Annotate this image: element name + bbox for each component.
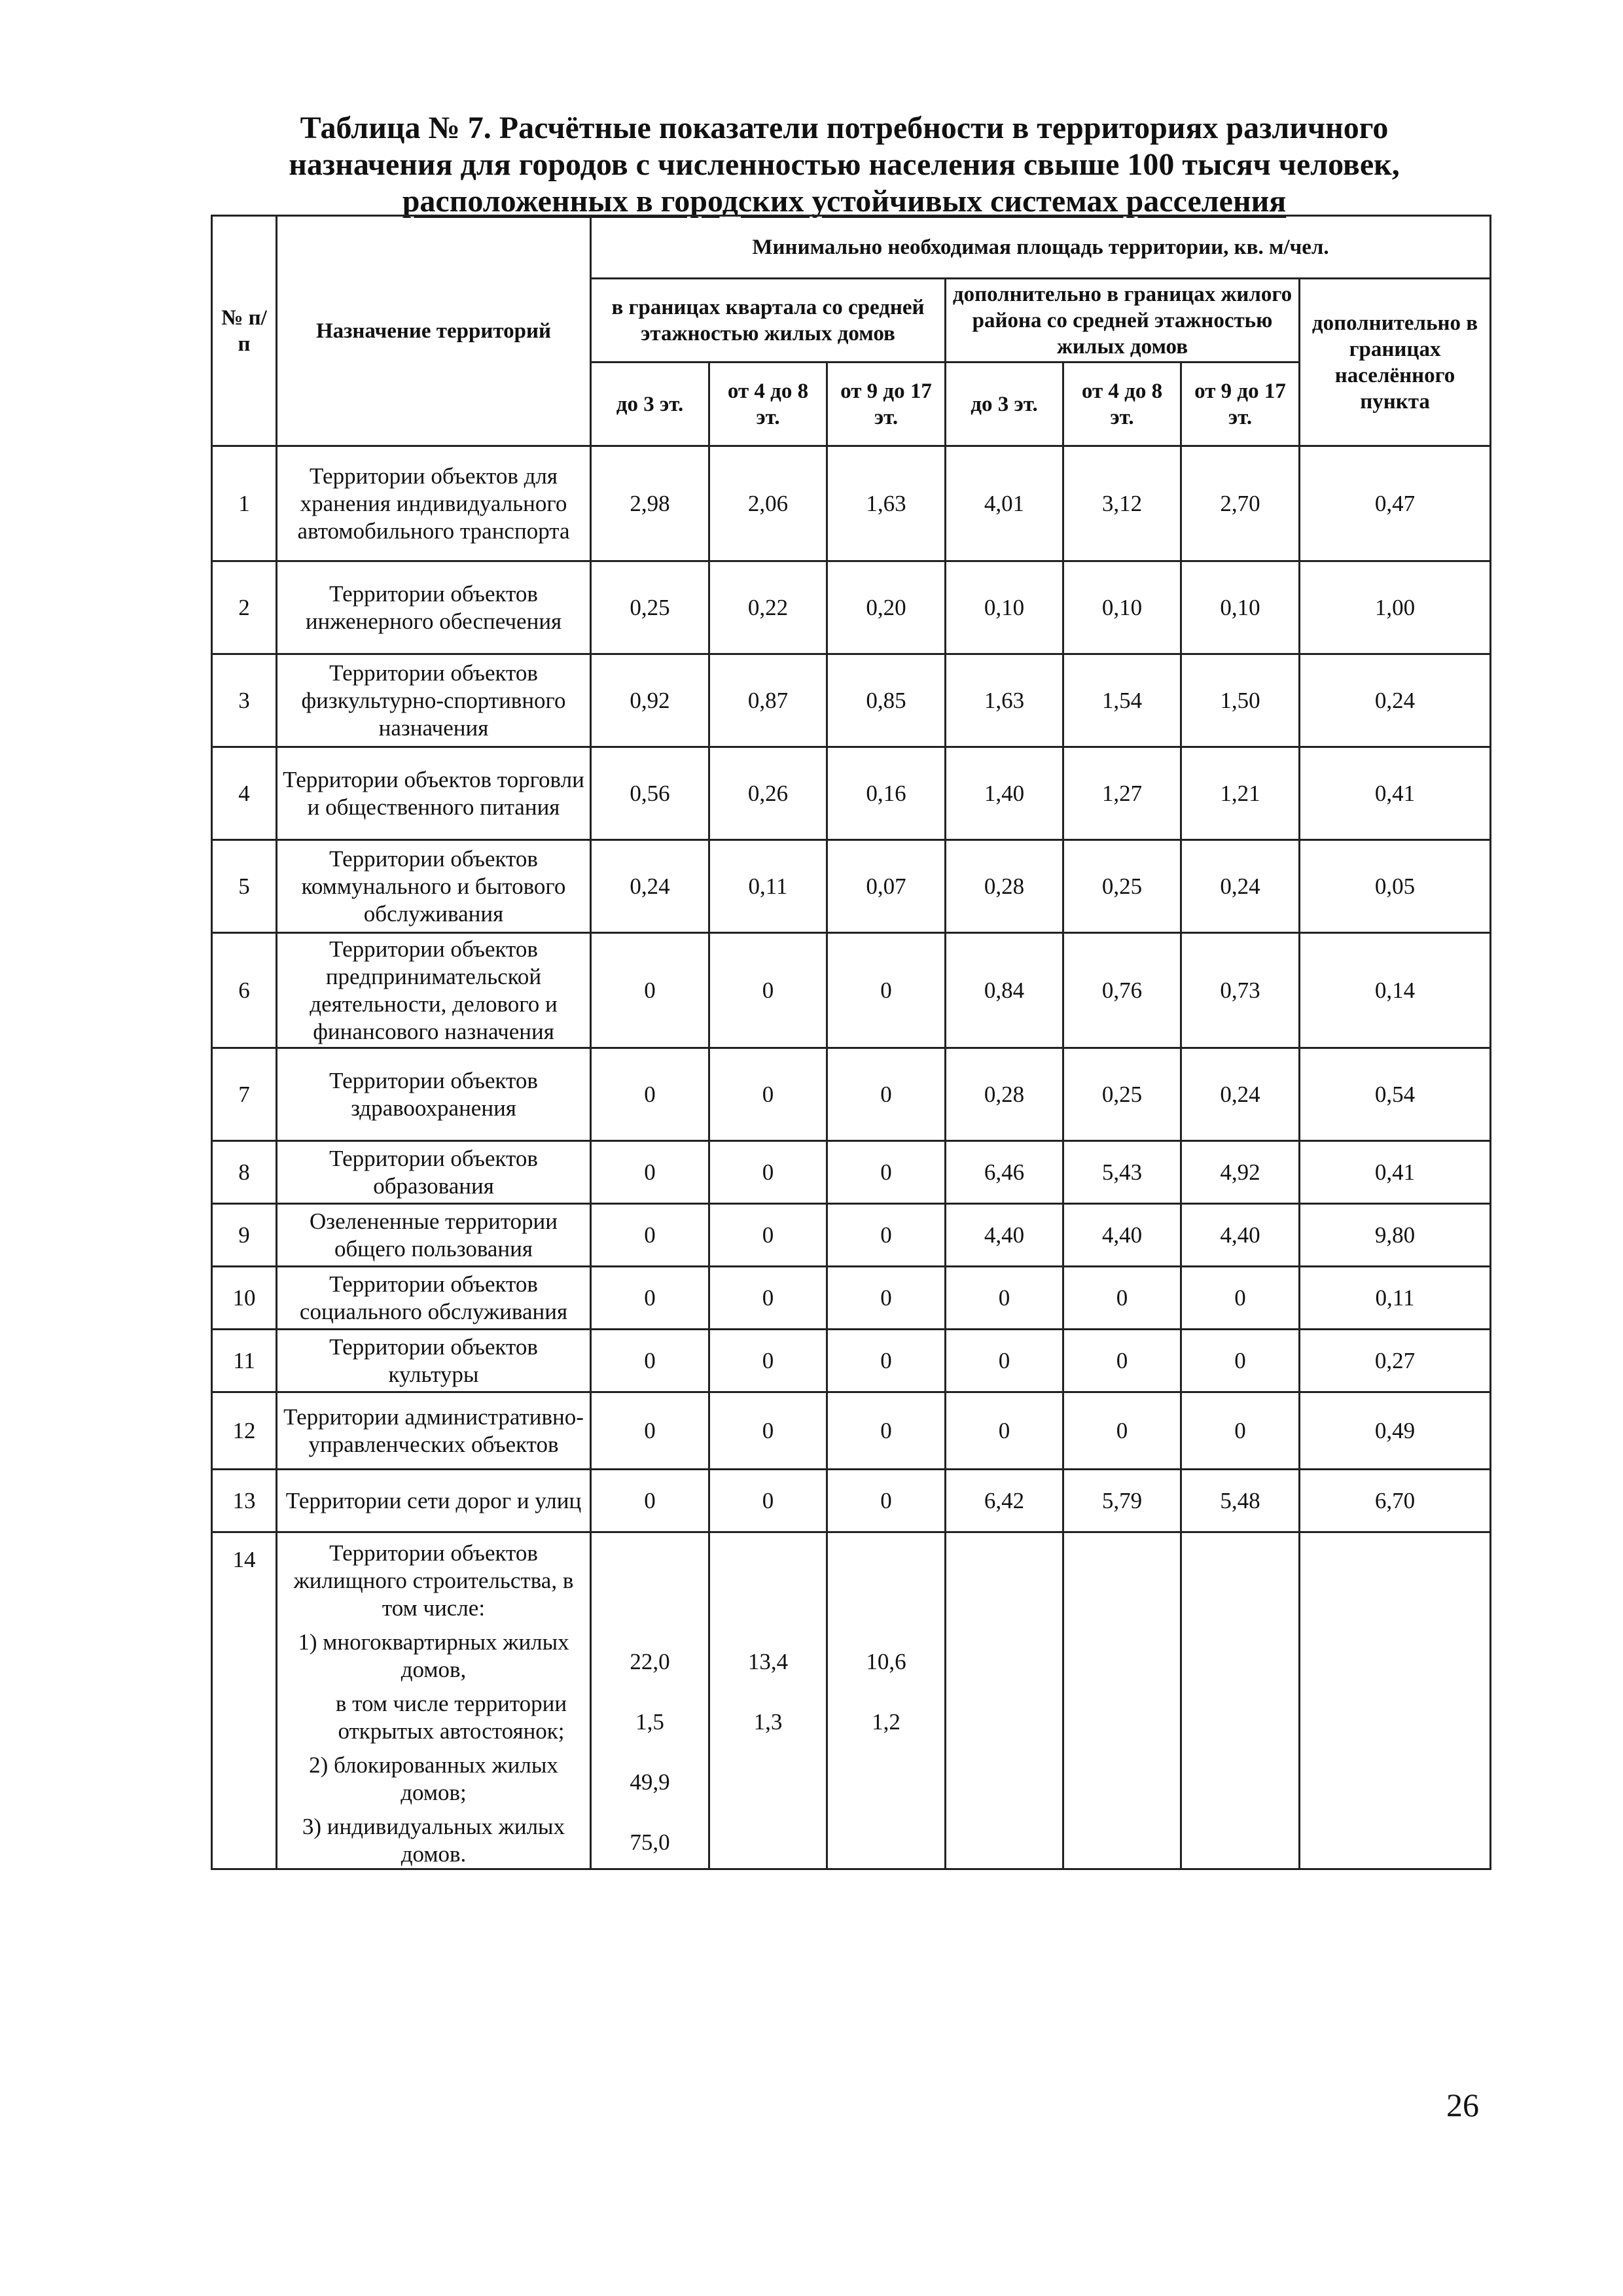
row-number: 7: [212, 1048, 277, 1141]
row-14-empty-2: [1063, 1532, 1181, 1869]
row-value: 1,40: [946, 747, 1063, 840]
table-row: [212, 747, 1491, 840]
row-number: 6: [212, 933, 277, 1048]
row-value: 0: [946, 1267, 1063, 1330]
row-number: 4: [212, 747, 277, 840]
row-value: 0,11: [1300, 1267, 1491, 1330]
row-value: 0: [591, 933, 709, 1048]
row-value: 0,24: [1181, 840, 1300, 933]
row-value: 0: [1181, 1330, 1300, 1392]
row-value: 0: [827, 1204, 946, 1267]
row-value: 0: [1063, 1267, 1181, 1330]
row-value: 0: [709, 1330, 827, 1392]
row-value: 0,84: [946, 933, 1063, 1048]
row-14-sub1: 1) многоквартирных жилых домов,: [298, 1629, 569, 1682]
row-14-col2: [709, 1532, 827, 1869]
row-value: 0: [1181, 1267, 1300, 1330]
row-value: 0,25: [591, 561, 709, 654]
page-number: 26: [1446, 2087, 1479, 2123]
table-body: [212, 446, 1491, 1532]
row-value: 0: [709, 1470, 827, 1532]
row-number: 12: [212, 1392, 277, 1470]
row-value: 0,10: [946, 561, 1063, 654]
row-14-col1-v1: 22,0: [630, 1649, 670, 1674]
row-value: 0: [709, 1048, 827, 1141]
row-value: 0: [591, 1392, 709, 1470]
row-value: 0,76: [1063, 933, 1181, 1048]
row-number: 1: [212, 446, 277, 561]
row-name: Территории сети дорог и улиц: [277, 1470, 591, 1532]
row-name: Территории объектов торговли и общественного питания: [277, 747, 591, 840]
row-value: 1,27: [1063, 747, 1181, 840]
row-name: Территории объектов социального обслуживания: [277, 1267, 591, 1330]
row-14-col1-v3: 49,9: [630, 1769, 670, 1795]
row-value: 0: [709, 933, 827, 1048]
title-line-3: расположенных в городских устойчивых системах расселения: [402, 184, 1287, 219]
header-district: дополнительно в границах жилого района со средней этажностью жилых домов: [946, 279, 1300, 362]
row-value: 0: [827, 1141, 946, 1204]
row-value: 0: [827, 1267, 946, 1330]
row-value: 0: [709, 1204, 827, 1267]
row-number: 14: [212, 1532, 277, 1869]
row-value: 0,24: [1300, 654, 1491, 747]
row-value: 0,24: [591, 840, 709, 933]
row-value: 6,46: [946, 1141, 1063, 1204]
row-value: 6,70: [1300, 1470, 1491, 1532]
row-value: 0,25: [1063, 840, 1181, 933]
row-14-sub2: 2) блокированных жилых домов;: [309, 1752, 558, 1805]
row-number: 5: [212, 840, 277, 933]
area-norms-table: [211, 215, 1491, 1870]
row-14-col1-v2: 1,5: [635, 1709, 664, 1735]
header-min-area: Минимально необходимая площадь территории, кв. м/чел.: [591, 216, 1491, 279]
row-value: 0,25: [1063, 1048, 1181, 1141]
row-value: 1,54: [1063, 654, 1181, 747]
row-value: 0,49: [1300, 1392, 1491, 1470]
row-number: 11: [212, 1330, 277, 1392]
row-value: 4,40: [946, 1204, 1063, 1267]
row-value: 0: [827, 1470, 946, 1532]
row-number: 13: [212, 1470, 277, 1532]
title-line-1: Таблица № 7. Расчётные показатели потребности в территориях различного: [300, 111, 1389, 145]
row-value: 0,28: [946, 1048, 1063, 1141]
row-14-name: Территории объектов жилищного строительства, в том числе:: [293, 1540, 574, 1621]
table-row: [212, 1267, 1491, 1330]
row-14-col3: [827, 1532, 946, 1869]
row-value: 0: [591, 1267, 709, 1330]
row-value: 0,28: [946, 840, 1063, 933]
row-name: Территории объектов образования: [277, 1141, 591, 1204]
row-number: 3: [212, 654, 277, 747]
row-number: 2: [212, 561, 277, 654]
row-value: 0,05: [1300, 840, 1491, 933]
row-value: 2,70: [1181, 446, 1300, 561]
header-district-9-17: от 9 до 17 эт.: [1181, 362, 1300, 446]
row-value: 9,80: [1300, 1204, 1491, 1267]
row-14-name-cell: [277, 1532, 591, 1869]
row-14-sub1a: в том числе территории открытых автостоянок;: [335, 1691, 567, 1744]
row-value: 5,79: [1063, 1470, 1181, 1532]
row-name: Территории объектов для хранения индивидуального автомобильного транспорта: [277, 446, 591, 561]
row-value: 0: [591, 1048, 709, 1141]
header-settlement: дополнительно в границах населённого пункта: [1300, 279, 1491, 446]
title-line-2: назначения для городов с численностью населения свыше 100 тысяч человек,: [289, 147, 1400, 182]
row-value: 0,73: [1181, 933, 1300, 1048]
row-number: 9: [212, 1204, 277, 1267]
row-value: 2,98: [591, 446, 709, 561]
row-value: 1,21: [1181, 747, 1300, 840]
table-row: [212, 1204, 1491, 1267]
row-value: 0,11: [709, 840, 827, 933]
row-value: 0,07: [827, 840, 946, 933]
row-value: 2,06: [709, 446, 827, 561]
row-name: Территории объектов инженерного обеспечения: [277, 561, 591, 654]
row-14-col2-v1: 13,4: [747, 1649, 789, 1674]
row-value: 0,87: [709, 654, 827, 747]
row-value: 0,41: [1300, 747, 1491, 840]
row-value: 0: [827, 1330, 946, 1392]
row-14-sub3: 3) индивидуальных жилых домов.: [302, 1814, 565, 1867]
row-value: 0: [1063, 1330, 1181, 1392]
row-value: 0: [946, 1330, 1063, 1392]
row-14-col3-v2: 1,2: [872, 1709, 901, 1735]
row-value: 0: [709, 1392, 827, 1470]
row-value: 5,48: [1181, 1470, 1300, 1532]
row-value: 0: [946, 1392, 1063, 1470]
row-name: Территории объектов физкультурно-спортивного назначения: [277, 654, 591, 747]
header-district-4-8: от 4 до 8 эт.: [1063, 362, 1181, 446]
header-num: № п/п: [212, 216, 277, 446]
table-row: [212, 840, 1491, 933]
row-value: 0,54: [1300, 1048, 1491, 1141]
row-value: 0: [827, 1048, 946, 1141]
row-name: Территории объектов предпринимательской деятельности, делового и финансового назначения: [277, 933, 591, 1048]
row-value: 1,63: [827, 446, 946, 561]
row-name: Территории объектов здравоохранения: [277, 1048, 591, 1141]
row-value: 0: [827, 1392, 946, 1470]
table-row: [212, 1141, 1491, 1204]
row-14-col2-v2: 1,3: [753, 1709, 783, 1735]
row-name: Озелененные территории общего пользования: [277, 1204, 591, 1267]
document-title: [196, 110, 1492, 220]
table-row: [212, 1470, 1491, 1532]
table-row: [212, 654, 1491, 747]
header-quarter-up-to-3: до 3 эт.: [591, 362, 709, 446]
row-14-col1: [591, 1532, 709, 1869]
row-value: 0,41: [1300, 1141, 1491, 1204]
row-value: 0,24: [1181, 1048, 1300, 1141]
row-number: 10: [212, 1267, 277, 1330]
row-14-empty-1: [946, 1532, 1063, 1869]
table-row: [212, 561, 1491, 654]
row-value: 1,50: [1181, 654, 1300, 747]
header-district-up-to-3: до 3 эт.: [946, 362, 1063, 446]
row-value: 0,10: [1063, 561, 1181, 654]
row-value: 0,22: [709, 561, 827, 654]
row-value: 0: [591, 1330, 709, 1392]
row-value: 4,40: [1181, 1204, 1300, 1267]
row-value: 4,92: [1181, 1141, 1300, 1204]
table-row: [212, 1048, 1491, 1141]
row-value: 0,27: [1300, 1330, 1491, 1392]
row-value: 1,63: [946, 654, 1063, 747]
row-name: Территории административно-управленческих объектов: [277, 1392, 591, 1470]
row-value: 0,47: [1300, 446, 1491, 561]
row-name: Территории объектов культуры: [277, 1330, 591, 1392]
row-value: 6,42: [946, 1470, 1063, 1532]
row-14-empty-4: [1300, 1532, 1491, 1869]
table-row: [212, 1392, 1491, 1470]
row-14-col3-v1: 10,6: [866, 1649, 906, 1674]
header-quarter-9-17: от 9 до 17 эт.: [827, 362, 946, 446]
row-value: 0: [709, 1267, 827, 1330]
row-value: 0,20: [827, 561, 946, 654]
row-value: 0: [591, 1204, 709, 1267]
row-value: 0,26: [709, 747, 827, 840]
row-value: 0: [591, 1470, 709, 1532]
row-value: 0: [1181, 1392, 1300, 1470]
row-14-col1-v4: 75,0: [630, 1829, 670, 1855]
header-quarter-4-8: от 4 до 8 эт.: [709, 362, 827, 446]
row-value: 0: [1063, 1392, 1181, 1470]
row-name: Территории объектов коммунального и бытового обслуживания: [277, 840, 591, 933]
table-row: [212, 1330, 1491, 1392]
header-purpose: Назначение территорий: [277, 216, 591, 446]
row-value: 4,40: [1063, 1204, 1181, 1267]
row-value: 0: [591, 1141, 709, 1204]
row-14-empty-3: [1181, 1532, 1300, 1869]
row-value: 4,01: [946, 446, 1063, 561]
header-quarter: в границах квартала со средней этажностью жилых домов: [591, 279, 946, 362]
row-value: 1,00: [1300, 561, 1491, 654]
table-row-14: [212, 1532, 1491, 1869]
row-value: 0: [827, 933, 946, 1048]
row-value: 0,10: [1181, 561, 1300, 654]
row-value: 0: [709, 1141, 827, 1204]
row-value: 0,85: [827, 654, 946, 747]
row-value: 0,14: [1300, 933, 1491, 1048]
row-value: 3,12: [1063, 446, 1181, 561]
row-value: 0,92: [591, 654, 709, 747]
table-row: [212, 933, 1491, 1048]
row-value: 0,16: [827, 747, 946, 840]
row-value: 0,56: [591, 747, 709, 840]
row-value: 5,43: [1063, 1141, 1181, 1204]
table-row: [212, 446, 1491, 561]
row-number: 8: [212, 1141, 277, 1204]
